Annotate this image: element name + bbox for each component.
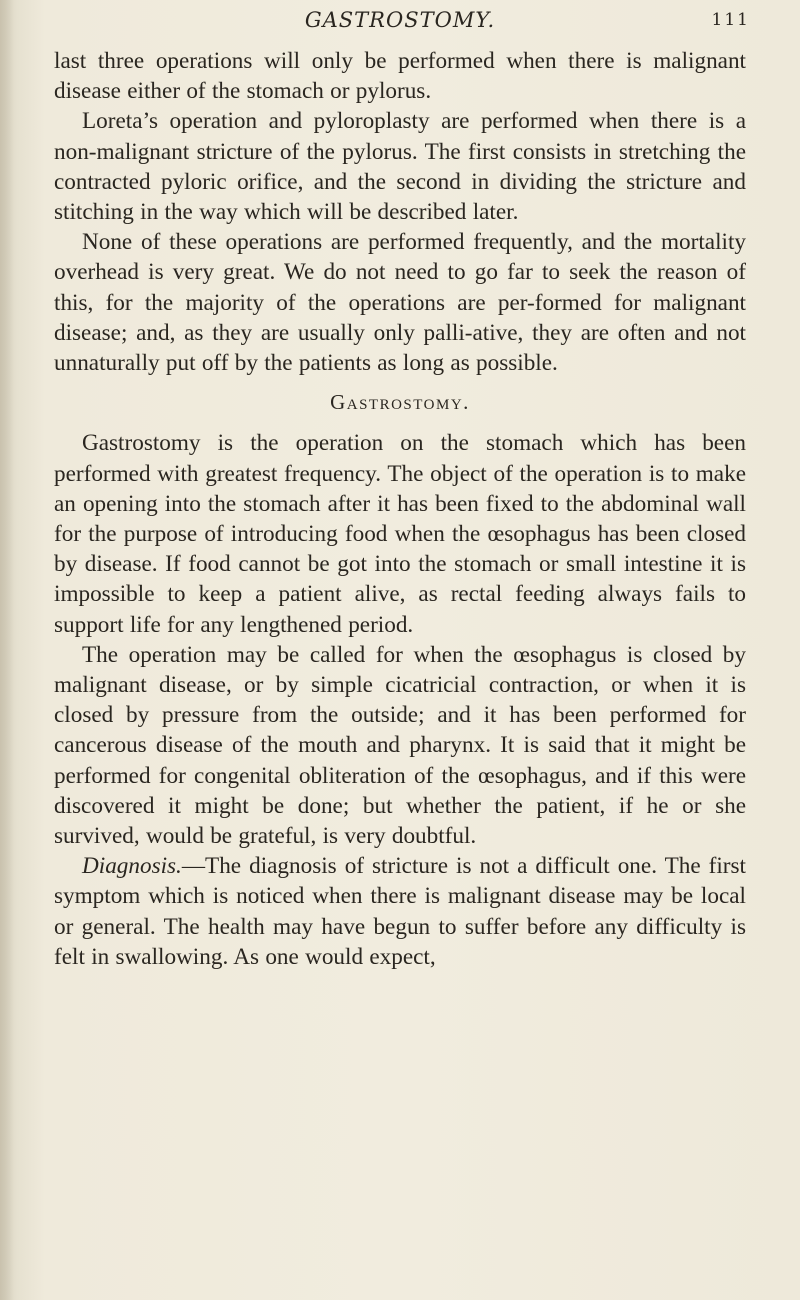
paragraph-loreta: Loreta’s operation and pyloroplasty are performed when there is a non-malignant stricture of the pylorus. The first consists in stretching the contracted pyloric orifice, and the second in dividing the stricture and stitching in the way which will be described later. xyxy=(54,108,746,226)
section-heading: Gastrostomy. xyxy=(330,390,470,415)
paragraph-indications: The operation may be called for when the œsophagus is closed by malignant disease, or by simple cicatricial contraction, or when it is closed by pressure from the outside; and it has been performed for cancerous disease of the mouth and pharynx. It is said that it might be performed for congenital obliteration of the œsophagus, and if this were discovered it might be done; but whether the patient, if he or she survived, would be grateful, is very doubtful. xyxy=(54,641,746,850)
diagnosis-text: —The diagnosis of stricture is not a difficult one. The first symptom which is noticed when there is malignant disease may be local or general. The health may have begun to suffer before any difficulty is felt in swallowing. As one would expect, xyxy=(54,853,746,970)
page-number: 111 xyxy=(711,10,750,30)
paragraph-diagnosis xyxy=(54,851,746,972)
running-head xyxy=(50,6,750,38)
running-title: GASTROSTOMY. xyxy=(304,8,496,32)
diagnosis-label: Diagnosis. xyxy=(82,853,182,880)
paragraph-gastrostomy: Gastrostomy is the operation on the stomach which has been performed with greatest frequency. The object of the operation is to make an opening into the stomach after it has been fixed to the abdominal wall for the purpose of introducing food when the œsophagus has been closed by disease. If food cannot be got into the stomach or small intestine it is impossible to keep a patient alive, as rectal feeding always fails to support life for any lengthened period. xyxy=(54,430,746,638)
gutter-shadow xyxy=(0,0,14,1300)
paragraph-continued: last three operations will only be performed when there is malignant disease either of the stomach or pylorus. xyxy=(54,48,746,105)
body-text xyxy=(54,46,746,972)
paragraph-mortality: None of these operations are performed frequently, and the mortality overhead is very great. We do not need to go far to seek the reason of this, for the majority of the operations are per-formed for malignant disease; and, as they are usually only palli-ative, they are often and not unnaturally put off by the patients as long as possible. xyxy=(54,229,746,377)
